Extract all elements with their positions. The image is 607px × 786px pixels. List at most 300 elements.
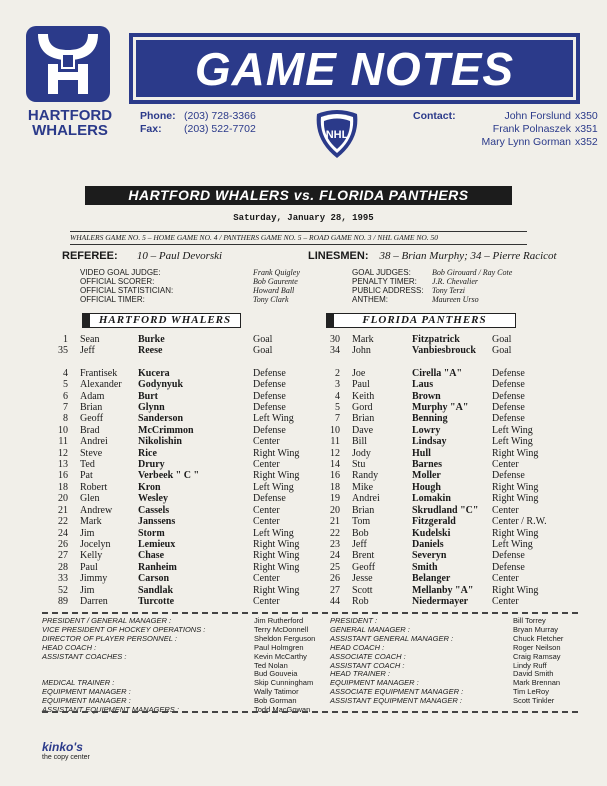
nhl-shield-logo xyxy=(312,108,362,160)
roster-row xyxy=(52,516,313,527)
linesmen-label: LINESMEN: xyxy=(308,250,369,262)
staff-line: Lindy Ruff xyxy=(513,660,547,670)
player-last-name: Cassels xyxy=(138,504,170,516)
player-number: 11 xyxy=(330,436,340,448)
player-position: Goal xyxy=(253,345,273,357)
player-position: Center xyxy=(492,595,519,607)
player-number: 89 xyxy=(58,595,68,607)
player-last-name: Carson xyxy=(138,573,170,585)
player-number: 12 xyxy=(330,447,340,459)
player-first-name xyxy=(80,357,138,368)
staff-line xyxy=(254,715,315,724)
player-last-name: Murphy "A" xyxy=(412,402,469,414)
staff-line: HEAD TRAINER : xyxy=(330,669,391,679)
player-first-name: Steve xyxy=(80,447,103,459)
staff-line: DIRECTOR OF PLAYER PERSONNEL : xyxy=(42,633,177,643)
staff-line: David Smith xyxy=(513,669,554,679)
player-position: Right Wing xyxy=(492,527,539,539)
player-position: Left Wing xyxy=(253,527,294,539)
roster-row xyxy=(52,368,313,379)
staff-line: Wally Tatimor xyxy=(254,687,299,697)
officials-right-labels: GOAL JUDGES: PENALTY TIMER: PUBLIC ADDRESS: ANTHEM: xyxy=(352,268,424,304)
player-first-name: Andrei xyxy=(80,436,108,448)
roster-row xyxy=(320,413,562,424)
roster-row xyxy=(52,528,313,539)
staff-line: Terry McDonnell xyxy=(254,624,309,634)
contact-name: Mary Lynn Gorman xyxy=(481,136,571,148)
player-first-name: Stu xyxy=(352,459,366,471)
player-position: Goal xyxy=(492,334,512,345)
player-first-name: Glen xyxy=(80,493,100,505)
player-number: 13 xyxy=(58,459,68,471)
player-first-name: Dave xyxy=(352,424,374,436)
player-number: 27 xyxy=(58,550,68,562)
player-first-name: Randy xyxy=(352,470,379,482)
player-number: 30 xyxy=(330,334,340,345)
player-first-name: Jim xyxy=(80,584,95,596)
roster-row xyxy=(320,357,562,368)
home-staff-labels xyxy=(42,617,205,733)
player-first-name: Jim xyxy=(80,527,95,539)
player-last-name: Cirella "A" xyxy=(412,367,463,379)
player-last-name: Severyn xyxy=(412,550,447,562)
staff-line: Craig Ramsay xyxy=(513,651,561,661)
player-number: 22 xyxy=(58,516,68,528)
roster-row xyxy=(320,345,562,356)
roster-row xyxy=(320,368,562,379)
roster-row xyxy=(320,573,562,584)
player-last-name: Vanbiesbrouck xyxy=(412,345,476,357)
player-position: Defense xyxy=(253,493,286,505)
staff-line: Jim Rutherford xyxy=(254,616,304,625)
player-last-name: Moller xyxy=(412,470,441,482)
player-position: Right Wing xyxy=(253,561,300,573)
divider-bottom xyxy=(42,711,578,713)
player-number: 12 xyxy=(58,447,68,459)
player-number: 7 xyxy=(63,402,68,414)
staff-line: Kevin McCarthy xyxy=(254,651,307,661)
visitor-staff-values xyxy=(513,617,563,706)
staff-line: Roger Neilson xyxy=(513,642,561,652)
roster-row xyxy=(320,562,562,573)
player-position: Center xyxy=(253,573,280,585)
roster-row xyxy=(52,459,313,470)
staff-line: Paul Holmgren xyxy=(254,642,304,652)
player-first-name: Mike xyxy=(352,481,374,493)
player-position: Defense xyxy=(492,561,525,573)
roster-row xyxy=(320,334,562,345)
game-date: Saturday, January 28, 1995 xyxy=(233,213,374,223)
player-first-name: John xyxy=(352,345,371,357)
player-last-name: Niedermayer xyxy=(412,595,469,607)
player-number: 26 xyxy=(330,573,340,585)
player-last-name: Brown xyxy=(412,390,441,402)
player-last-name: Burke xyxy=(138,334,165,345)
roster-row xyxy=(320,391,562,402)
team-logo-text: HARTFORD WHALERS xyxy=(27,107,113,139)
staff-line: Ted Nolan xyxy=(254,660,288,670)
roster-row xyxy=(52,470,313,481)
staff-line: VICE PRESIDENT OF HOCKEY OPERATIONS : xyxy=(42,624,206,634)
roster-row xyxy=(52,345,313,356)
roster-row xyxy=(320,550,562,561)
player-first-name: Jeff xyxy=(80,345,95,357)
kinkos-logo: kinko's the copy center xyxy=(42,740,90,761)
roster-row xyxy=(320,379,562,390)
svg-text:NHL: NHL xyxy=(325,129,349,141)
player-last-name: Lomakin xyxy=(412,493,451,505)
player-last-name: Ranheim xyxy=(138,561,177,573)
player-last-name: Glynn xyxy=(138,402,165,414)
staff-line xyxy=(42,724,205,733)
player-first-name: Scott xyxy=(352,584,373,596)
player-last-name: Reese xyxy=(138,345,163,357)
page-title: GAME NOTES xyxy=(194,42,515,95)
player-position xyxy=(492,357,562,368)
roster-row xyxy=(52,596,313,607)
roster-row xyxy=(52,402,313,413)
roster-row xyxy=(52,562,313,573)
player-position: Defense xyxy=(492,367,525,379)
player-last-name: Hough xyxy=(412,481,441,493)
staff-line xyxy=(42,715,205,724)
phone-label: Phone: xyxy=(140,110,176,122)
player-first-name: Andrew xyxy=(80,504,113,516)
player-last-name: Lemieux xyxy=(138,538,176,550)
roster-row xyxy=(320,459,562,470)
player-last-name: McCrimmon xyxy=(138,424,194,436)
roster-row xyxy=(52,505,313,516)
player-last-name: Laus xyxy=(412,379,434,391)
player-first-name: Frantisek xyxy=(80,367,118,379)
player-number: 19 xyxy=(330,493,340,505)
player-first-name: Tom xyxy=(352,516,371,528)
player-position: Goal xyxy=(253,334,273,345)
game-notes-banner xyxy=(129,33,580,104)
officials-left-values: Frank Quigley Bob Gaurente Howard Ball Tony Clark xyxy=(253,268,300,304)
player-last-name: Chase xyxy=(138,550,165,562)
player-position: Left Wing xyxy=(253,481,294,493)
roster-row xyxy=(52,482,313,493)
player-first-name: Joe xyxy=(352,367,366,379)
player-number: 24 xyxy=(330,550,340,562)
fax-number: (203) 522-7702 xyxy=(184,123,256,135)
player-position: Center xyxy=(492,459,519,471)
player-number: 7 xyxy=(335,413,340,425)
player-first-name: Jocelyn xyxy=(80,538,111,550)
player-last-name: Kudelski xyxy=(412,527,451,539)
player-first-name: Paul xyxy=(352,379,370,391)
linesmen-names: 38 – Brian Murphy; 34 – Pierre Racicot xyxy=(379,250,557,262)
player-last-name: Mellanby "A" xyxy=(412,584,474,596)
divider-top xyxy=(42,612,578,614)
player-first-name: Keith xyxy=(352,390,375,402)
player-first-name: Darren xyxy=(80,595,108,607)
player-position: Right Wing xyxy=(253,538,300,550)
visitor-staff-labels xyxy=(330,617,463,706)
roster-row xyxy=(52,391,313,402)
player-number: 14 xyxy=(330,459,340,471)
player-first-name: Bill xyxy=(352,436,368,448)
player-position: Right Wing xyxy=(492,584,539,596)
player-number: 24 xyxy=(58,527,68,539)
player-number: 10 xyxy=(330,424,340,436)
roster-row xyxy=(320,596,562,607)
roster-row xyxy=(52,436,313,447)
player-first-name xyxy=(352,357,412,368)
staff-line: EQUIPMENT MANAGER : xyxy=(42,687,131,697)
player-position: Center xyxy=(253,436,280,448)
staff-line xyxy=(42,662,205,671)
player-last-name: Burt xyxy=(138,390,158,402)
player-position: Defense xyxy=(253,402,286,414)
player-number: 34 xyxy=(330,345,340,357)
roster-row xyxy=(320,436,562,447)
player-last-name: Daniels xyxy=(412,538,444,550)
staff-line: Bryan Murray xyxy=(513,624,559,634)
roster-row xyxy=(320,516,562,527)
player-number: 5 xyxy=(63,379,68,391)
player-position: Defense xyxy=(253,424,286,436)
player-last-name: Belanger xyxy=(412,573,451,585)
player-position: Center xyxy=(492,504,519,516)
staff-line: Chuck Fletcher xyxy=(513,633,564,643)
staff-line: ASSISTANT COACH : xyxy=(330,660,405,670)
staff-line: EQUIPMENT MANAGER : xyxy=(42,696,131,706)
home-staff-values xyxy=(254,617,315,733)
player-first-name: Robert xyxy=(80,481,108,493)
player-first-name: Bob xyxy=(352,527,369,539)
player-position: Left Wing xyxy=(492,436,533,448)
staff-line: Bob Gorman xyxy=(254,696,297,706)
staff-line: ASSISTANT COACHES : xyxy=(42,651,127,661)
player-first-name: Geoff xyxy=(352,561,376,573)
player-position xyxy=(253,357,313,368)
player-number xyxy=(320,357,352,368)
player-last-name: Hull xyxy=(412,447,431,459)
player-position: Defense xyxy=(492,402,525,414)
staff-line: Tim LeRoy xyxy=(513,687,549,697)
player-number: 4 xyxy=(63,367,68,379)
player-position: Center xyxy=(492,573,519,585)
player-number: 25 xyxy=(330,561,340,573)
player-position: Right Wing xyxy=(253,584,300,596)
player-position: Goal xyxy=(492,345,512,357)
player-last-name: Smith xyxy=(412,561,438,573)
player-last-name: Lowry xyxy=(412,424,441,436)
player-first-name: Jeff xyxy=(352,538,367,550)
roster-row xyxy=(52,573,313,584)
roster-row xyxy=(52,334,313,345)
roster-row xyxy=(52,379,313,390)
player-number: 16 xyxy=(58,470,68,482)
player-first-name: Jesse xyxy=(352,573,373,585)
player-number: 18 xyxy=(330,481,340,493)
player-first-name: Mark xyxy=(80,516,102,528)
player-last-name: Janssens xyxy=(138,516,176,528)
staff-line: MEDICAL TRAINER : xyxy=(42,678,115,688)
staff-line: Skip Cunningham xyxy=(254,678,314,688)
roster-row xyxy=(320,470,562,481)
player-last-name: Sanderson xyxy=(138,413,184,425)
player-last-name: Verbeek " C " xyxy=(138,470,200,482)
player-number: 26 xyxy=(58,538,68,550)
staff-line: Bill Torrey xyxy=(513,616,546,625)
player-first-name: Ted xyxy=(80,459,95,471)
staff-line: HEAD COACH : xyxy=(42,642,97,652)
staff-line: HEAD COACH : xyxy=(330,642,385,652)
player-first-name: Jimmy xyxy=(80,573,108,585)
staff-line: Scott Tinkler xyxy=(513,696,555,706)
player-last-name: Kron xyxy=(138,481,161,493)
player-first-name: Rob xyxy=(352,595,369,607)
player-last-name: Godynyuk xyxy=(138,379,184,391)
player-number: 18 xyxy=(58,481,68,493)
contact-label: Contact: xyxy=(413,110,456,122)
linesmen-line xyxy=(308,250,557,262)
player-last-name: Sandlak xyxy=(138,584,174,596)
player-position: Defense xyxy=(492,550,525,562)
player-number: 21 xyxy=(58,504,68,516)
contact-ext: x352 xyxy=(575,136,598,148)
contact-ext: x350 xyxy=(575,110,598,122)
visitor-roster-table xyxy=(320,334,562,607)
roster-row xyxy=(52,425,313,436)
staff-line xyxy=(254,724,315,733)
player-position: Right Wing xyxy=(253,447,300,459)
player-last-name xyxy=(412,357,492,368)
player-last-name: Barnes xyxy=(412,459,442,471)
player-number: 2 xyxy=(335,367,340,379)
player-last-name: Skrudland "C" xyxy=(412,504,479,516)
player-position: Left Wing xyxy=(253,413,294,425)
player-first-name: Brian xyxy=(352,504,375,516)
player-position: Center xyxy=(253,516,280,528)
player-position: Defense xyxy=(492,470,525,482)
player-first-name: Kelly xyxy=(80,550,103,562)
roster-row xyxy=(52,357,313,368)
player-position: Right Wing xyxy=(253,470,300,482)
referee-line xyxy=(62,250,222,262)
roster-row xyxy=(320,448,562,459)
roster-row xyxy=(52,448,313,459)
player-number: 11 xyxy=(58,436,68,448)
roster-row xyxy=(320,505,562,516)
player-number xyxy=(52,357,80,368)
player-last-name: Wesley xyxy=(138,493,168,505)
player-number: 10 xyxy=(58,424,68,436)
home-team-header: HARTFORD WHALERS xyxy=(82,313,241,328)
player-last-name: Storm xyxy=(138,527,165,539)
player-first-name: Gord xyxy=(352,402,373,414)
player-first-name: Brad xyxy=(80,424,100,436)
staff-line: EQUIPMENT MANAGER : xyxy=(330,678,419,688)
roster-row xyxy=(52,413,313,424)
officials-right-values: Bob Girouard / Ray Cote J.R. Chevalier Tony Terzi Maureen Urso xyxy=(432,268,513,304)
player-first-name: Paul xyxy=(80,561,98,573)
roster-row xyxy=(52,585,313,596)
player-position: Defense xyxy=(253,390,286,402)
player-first-name: Geoff xyxy=(80,413,104,425)
referee-label: REFEREE: xyxy=(62,250,118,262)
player-number: 8 xyxy=(63,413,68,425)
player-number: 44 xyxy=(330,595,340,607)
player-number: 35 xyxy=(58,345,68,357)
player-number: 21 xyxy=(330,516,340,528)
player-last-name: Fitzgerald xyxy=(412,516,456,528)
roster-row xyxy=(320,528,562,539)
roster-row xyxy=(320,482,562,493)
player-number: 33 xyxy=(58,573,68,585)
staff-line: PRESIDENT : xyxy=(330,616,378,625)
player-last-name: Rice xyxy=(138,447,157,459)
player-first-name: Mark xyxy=(352,334,374,345)
roster-row xyxy=(320,585,562,596)
player-number: 52 xyxy=(58,584,68,596)
player-number: 4 xyxy=(335,390,340,402)
player-number: 1 xyxy=(63,334,68,345)
player-number: 16 xyxy=(330,470,340,482)
staff-line: Mark Brennan xyxy=(513,678,561,688)
staff-line: ASSISTANT GENERAL MANAGER : xyxy=(330,633,454,643)
player-position: Right Wing xyxy=(492,447,539,459)
referee-name: 10 – Paul Devorski xyxy=(136,250,223,262)
player-position: Center / R.W. xyxy=(492,516,547,528)
player-number: 27 xyxy=(330,584,340,596)
fax-label: Fax: xyxy=(140,123,162,135)
roster-row xyxy=(52,493,313,504)
phone-block xyxy=(140,110,256,136)
player-position: Right Wing xyxy=(492,493,539,505)
staff-line: Sheldon Ferguson xyxy=(254,633,316,643)
player-first-name: Andrei xyxy=(352,493,380,505)
staff-line: ASSOCIATE COACH : xyxy=(330,651,406,661)
staff-line: PRESIDENT / GENERAL MANAGER : xyxy=(42,616,172,625)
player-last-name xyxy=(138,357,253,368)
player-position: Defense xyxy=(253,379,286,391)
player-position: Center xyxy=(253,595,280,607)
player-number: 20 xyxy=(58,493,68,505)
contact-ext: x351 xyxy=(575,123,598,135)
game-numbers-line: WHALERS GAME NO. 5 – HOME GAME NO. 4 / PANTHERS GAME NO. 5 – ROAD GAME NO. 3 / NHL GAME NO. 50 xyxy=(70,231,527,245)
staff-line: Todd MacGowan xyxy=(254,705,311,715)
staff-line: ASSISTANT EQUIPMENT MANAGER : xyxy=(330,696,462,706)
whalers-logo xyxy=(22,24,114,106)
player-first-name: Sean xyxy=(80,334,100,345)
staff-line: Bud Gouveia xyxy=(254,669,298,679)
player-position: Center xyxy=(253,459,280,471)
officials-left-labels: VIDEO GOAL JUDGE: OFFICIAL SCORER: OFFICIAL STATISTICIAN: OFFICIAL TIMER: xyxy=(80,268,174,304)
matchup-banner: HARTFORD WHALERS vs. FLORIDA PANTHERS xyxy=(85,186,512,205)
player-position: Defense xyxy=(492,413,525,425)
player-position: Right Wing xyxy=(253,550,300,562)
player-first-name: Jody xyxy=(352,447,371,459)
player-position: Right Wing xyxy=(492,481,539,493)
player-first-name: Pat xyxy=(80,470,93,482)
roster-row xyxy=(52,539,313,550)
player-number: 6 xyxy=(63,390,68,402)
player-last-name: Drury xyxy=(138,459,165,471)
player-number: 5 xyxy=(335,402,340,414)
player-last-name: Lindsay xyxy=(412,436,447,448)
player-last-name: Kucera xyxy=(138,367,170,379)
player-number: 28 xyxy=(58,561,68,573)
player-number: 23 xyxy=(330,538,340,550)
player-number: 3 xyxy=(335,379,340,391)
player-number: 22 xyxy=(330,527,340,539)
staff-line: ASSISTANT EQUIPMENT MANAGERS : xyxy=(42,705,179,715)
player-position: Left Wing xyxy=(492,424,533,436)
